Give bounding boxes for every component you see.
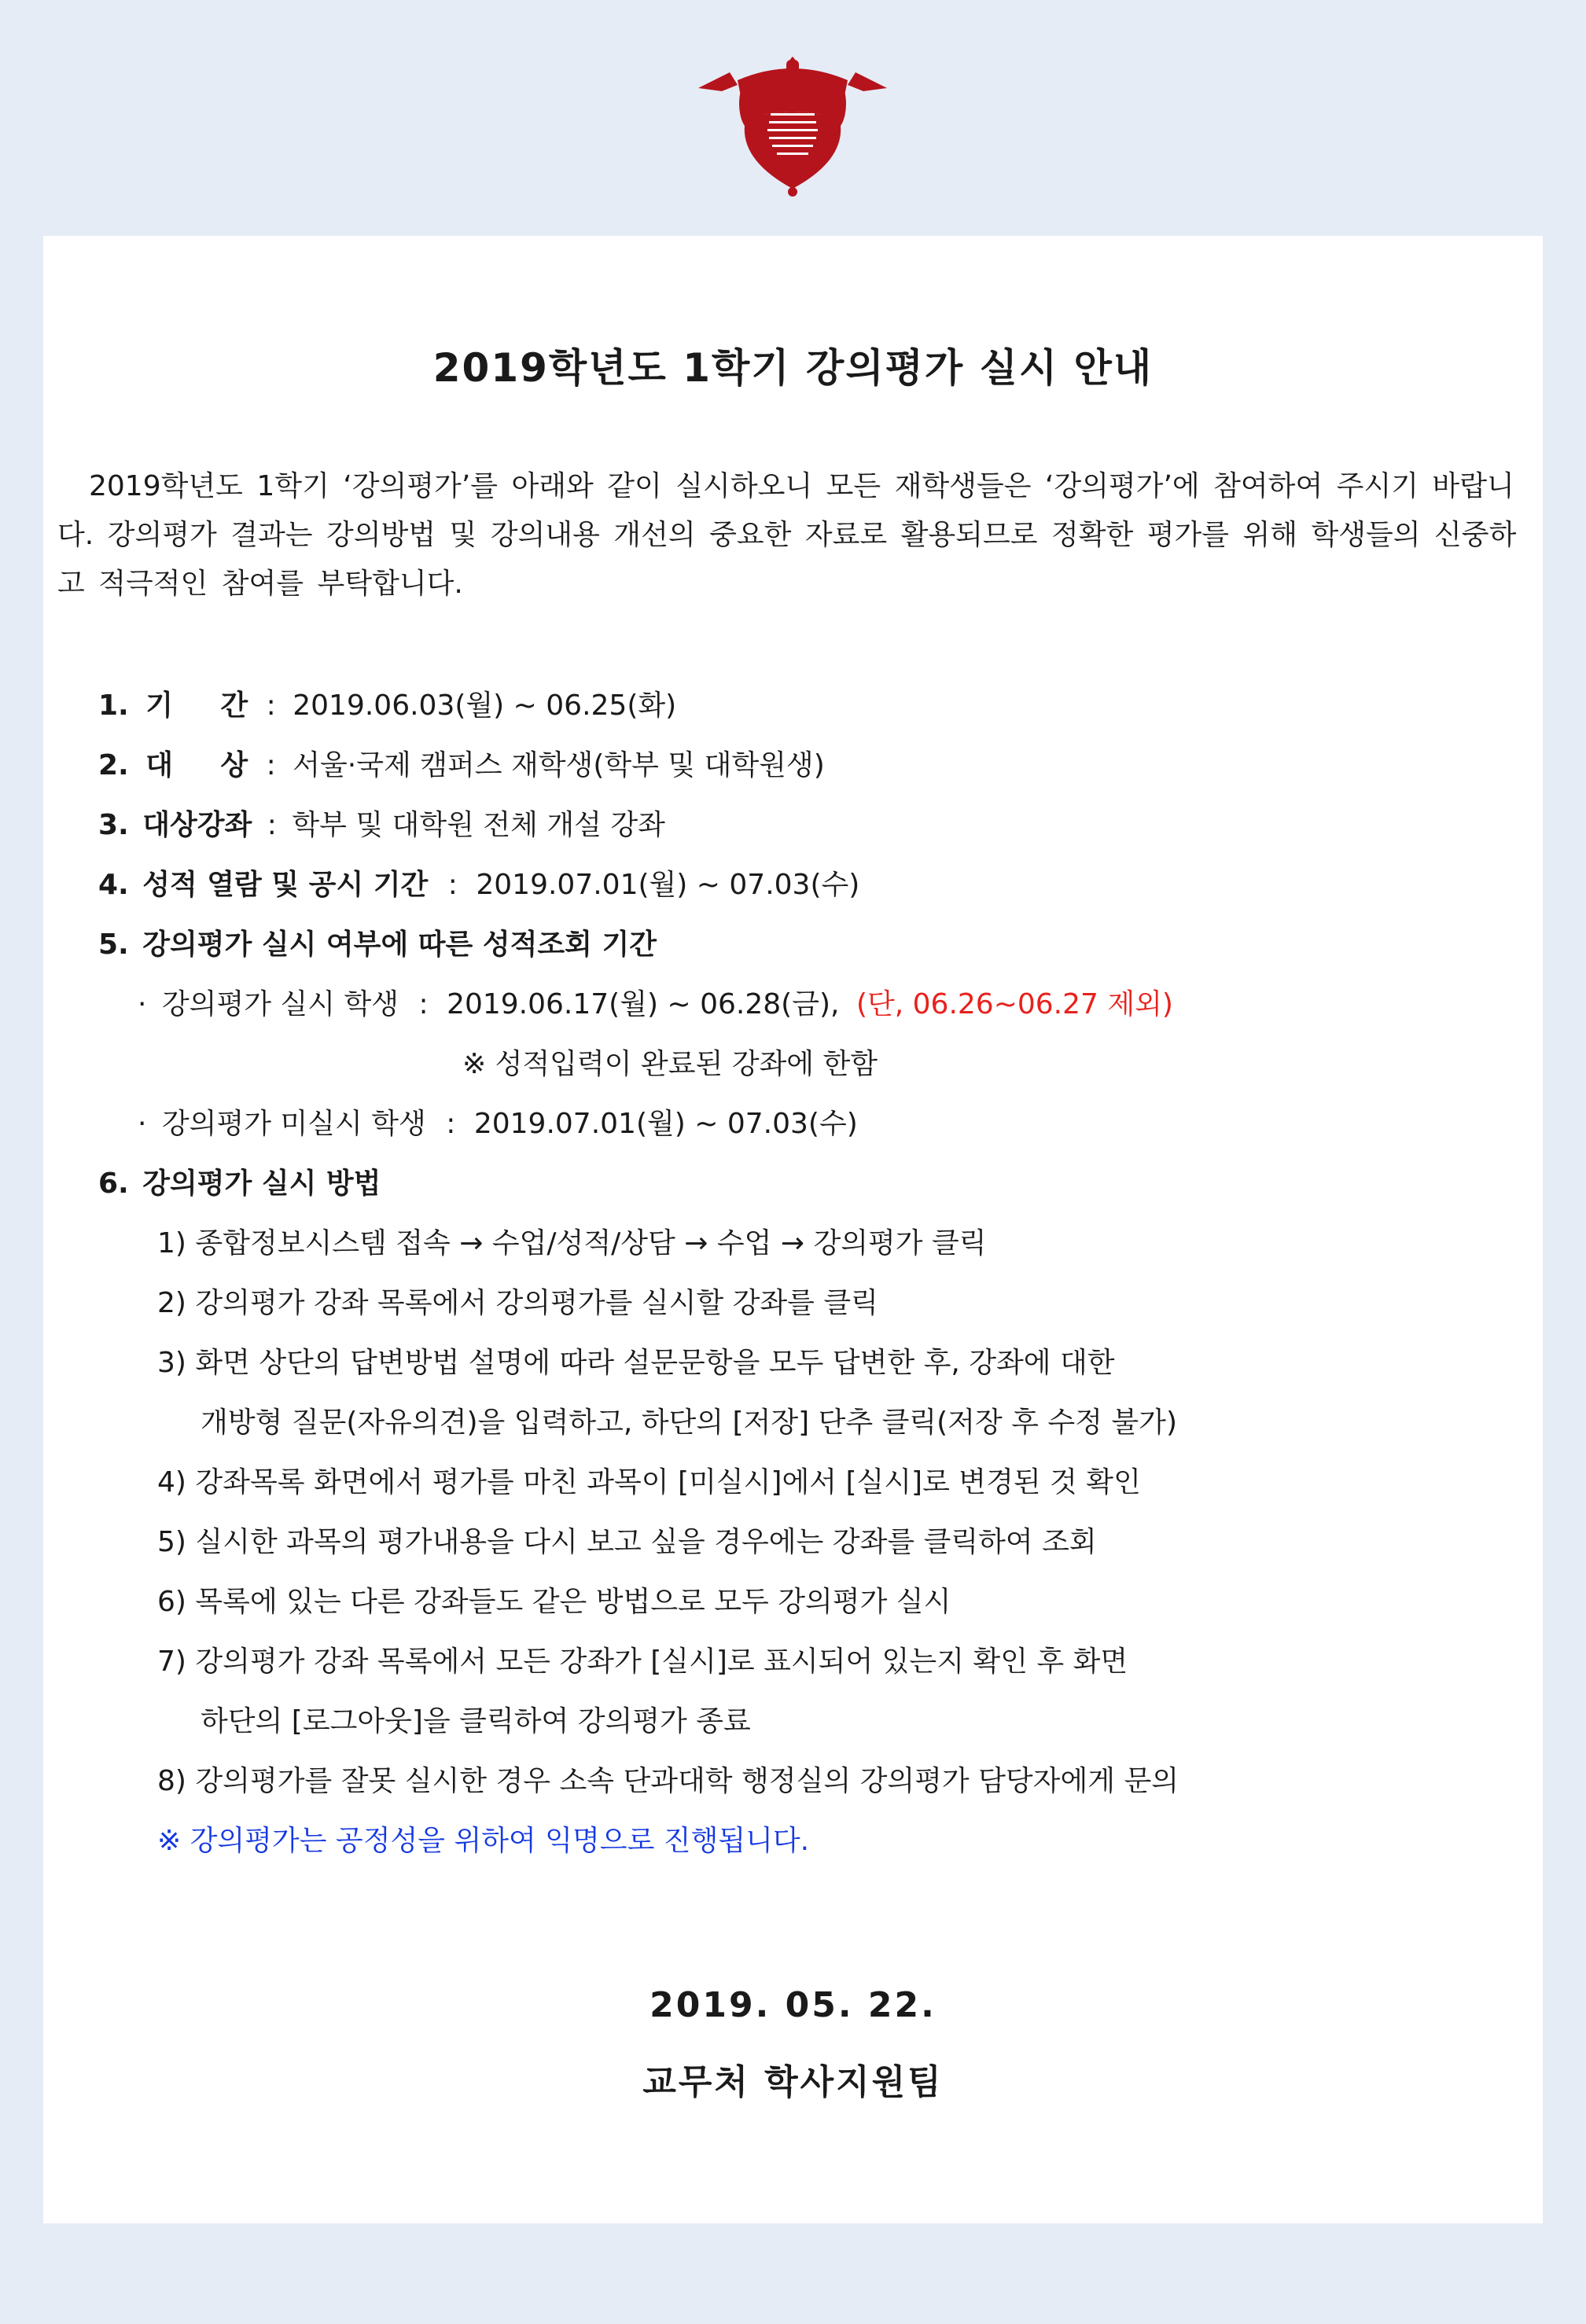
sub-item-not-evaluated [138, 1105, 858, 1143]
item-separator: : [266, 749, 276, 781]
item-grade-period [98, 866, 859, 904]
item-number: 6. [98, 1168, 129, 1200]
bullet: · [138, 1108, 147, 1140]
exception-note: (단, 06.26~06.27 제외) [856, 988, 1173, 1020]
item-value: 서울·국제 캠퍼스 재학생(학부 및 대학원생) [293, 749, 825, 781]
item-target [98, 747, 825, 785]
item-value: 학부 및 대학원 전체 개설 강좌 [292, 809, 665, 841]
method-step: 5) 실시한 과목의 평가내용을 다시 보고 싶을 경우에는 강좌를 클릭하여 조회 [157, 1526, 1097, 1558]
anonymity-notice: ※ 강의평가는 공정성을 위하여 익명으로 진행됩니다. [157, 1825, 810, 1857]
item-number: 1. [98, 689, 129, 722]
item-label: 강의평가 실시 방법 [142, 1168, 381, 1200]
item-number: 4. [98, 869, 129, 901]
sub-item-label: 강의평가 실시 학생 [161, 988, 399, 1020]
item-number: 5. [98, 928, 129, 961]
issuing-office: 교무처 학사지원팀 [642, 2062, 944, 2102]
item-grade-view-period [98, 926, 657, 964]
method-step: 1) 종합정보시스템 접속 → 수업/성적/상담 → 수업 → 강의평가 클릭 [157, 1227, 987, 1259]
item-label: 성적 열람 및 공시 기간 [142, 869, 429, 901]
item-separator: : [267, 809, 277, 841]
document-page [43, 236, 1543, 2223]
sub-item-remark: ※ 성적입력이 완료된 강좌에 한함 [462, 1048, 878, 1080]
item-method [98, 1165, 381, 1203]
item-label-part: 기 [145, 689, 173, 722]
item-label-part: 상 [220, 749, 248, 781]
method-step: 2) 강의평가 강좌 목록에서 강의평가를 실시할 강좌를 클릭 [157, 1287, 878, 1319]
item-number: 3. [98, 809, 129, 841]
sub-item-evaluated [138, 986, 1173, 1024]
item-separator: : [447, 869, 458, 901]
sub-item-value: 2019.07.01(월) ~ 07.03(수) [473, 1108, 858, 1140]
item-label: 대상강좌 [142, 809, 252, 841]
issue-date: 2019. 05. 22. [649, 1985, 937, 2025]
item-number: 2. [98, 749, 129, 781]
university-emblem-logo [683, 57, 903, 198]
item-label-part: 대 [145, 749, 173, 781]
intro-text: 2019학년도 1학기 ‘강의평가’를 아래와 같이 실시하오니 모든 재학생들은 ‘강의평가’에 참여하여 주시기 바랍니다. 강의평가 결과는 강의방법 및 강의내용 개선의 중요한 자료로 활용되므로 정확한 평가를 위해 학생들의 신중하고 적극적인 참여를 부탁합니다. [57, 470, 1517, 600]
method-step: 3) 화면 상단의 답변방법 설명에 따라 설문문항을 모두 답변한 후, 강좌에 대한 [157, 1347, 1115, 1379]
intro-paragraph [57, 462, 1520, 609]
item-period [98, 687, 676, 725]
sub-item-separator: : [418, 988, 429, 1020]
item-value: 2019.07.01(월) ~ 07.03(수) [476, 869, 860, 901]
sub-item-label: 강의평가 미실시 학생 [161, 1108, 426, 1140]
item-separator: : [266, 689, 276, 722]
method-step-continued: 개방형 질문(자유의견)을 입력하고, 하단의 [저장] 단추 클릭(저장 후 수정 불가) [201, 1407, 1177, 1439]
item-label: 강의평가 실시 여부에 따른 성적조회 기간 [142, 928, 657, 961]
item-target-courses [98, 807, 665, 844]
method-step: 7) 강의평가 강좌 목록에서 모든 강좌가 [실시]로 표시되어 있는지 확인 후 화면 [157, 1646, 1128, 1678]
method-step: 4) 강좌목록 화면에서 평가를 마친 과목이 [미실시]에서 [실시]로 변경된 것 확인 [157, 1466, 1141, 1498]
method-step: 8) 강의평가를 잘못 실시한 경우 소속 단과대학 행정실의 강의평가 담당자에게 문의 [157, 1765, 1179, 1797]
method-step-continued: 하단의 [로그아웃]을 클릭하여 강의평가 종료 [201, 1705, 751, 1737]
item-label-part: 간 [220, 689, 248, 722]
bullet: · [138, 988, 147, 1020]
method-step: 6) 목록에 있는 다른 강좌들도 같은 방법으로 모두 강의평가 실시 [157, 1586, 951, 1618]
sub-item-value: 2019.06.17(월) ~ 06.28(금), [447, 988, 840, 1020]
item-value: 2019.06.03(월) ~ 06.25(화) [293, 689, 677, 722]
document-title: 2019학년도 1학기 강의평가 실시 안내 [432, 345, 1154, 391]
sub-item-separator: : [446, 1108, 456, 1140]
